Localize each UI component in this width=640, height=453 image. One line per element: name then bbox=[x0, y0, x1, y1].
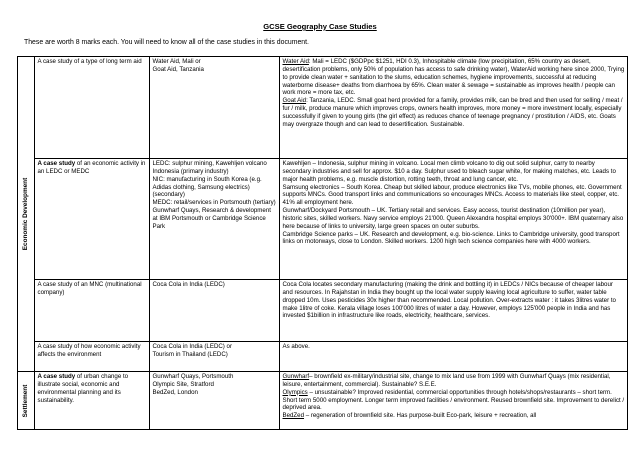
topic-text: A case study of an MNC (multinational company) bbox=[37, 281, 142, 296]
topic-text: of an economic activity in an LEDC or MEDC bbox=[37, 160, 146, 175]
note-text: Samsung electronics – South Korea. Cheap but skilled labour, produce electronics like TVs, mobile phones, etc. Government supports MNCs. Good transport links and communications so encourages MNCs. Access to materials like steel, copper, etc. 41% all employment here. bbox=[282, 183, 622, 207]
notes-cell bbox=[280, 280, 628, 342]
note-paragraph bbox=[283, 412, 625, 420]
note-text: – regeneration of brownfield site. Has purpose-built Eco-park, leisure + recreation, all bbox=[304, 412, 537, 420]
example-line: Tourism in Thailand (LEDC) bbox=[152, 350, 228, 358]
section-cell-settlement bbox=[18, 372, 35, 430]
table-row bbox=[18, 372, 628, 430]
note-text: Cambridge Science parks – UK. Research and development, e.g. bio-science. Links to Cambridge university, good transport links on motorways, close to London. Skilled workers. 1200 high tech science companies here with 4000 workers. bbox=[282, 230, 620, 246]
section-cell-economic bbox=[18, 57, 35, 372]
example-line: Water Aid, Mali or bbox=[152, 58, 201, 65]
document-title: GCSE Geography Case Studies bbox=[263, 22, 377, 31]
topic-text: A case study of a type of long term aid bbox=[37, 58, 142, 65]
topic-bold: A case study bbox=[37, 373, 76, 380]
note-text: Kawehljen – Indonesia, sulphur mining in volcano. Local men climb volcano to dig out solid sulphur, carry to nearby secondary industries and sell for approx. $10 a day. Sulphur used to bleach sugar white, for making matches, etc. Leads to major health problems, e.g. muscle distortion, rotting teeth, throat and lung cancer, etc. bbox=[282, 160, 616, 183]
topic-cell bbox=[35, 342, 150, 372]
note-paragraph bbox=[283, 373, 625, 389]
examples-cell bbox=[150, 372, 280, 430]
notes-cell bbox=[280, 372, 628, 430]
note-text: As above. bbox=[282, 343, 310, 350]
note-text: Coca Cola locates secondary manufacturing (making the drink and bottling it) in LEDCs / NICs because of cheaper labour and resources. In Rajahstan in India they bought up the local water supply leaving local agriculture to suffer, water table dropped 10m. Uses pesticides 30x higher than recommended. Local pollution. Over-extracts water : it takes 3litres water to make 1litre of coke. Kerala village loses 100'000 litres of water a day. However, employs 125'000 people in India and has invested $1billion in infrastructure like roads, electricity, healthcare, services. bbox=[282, 281, 616, 320]
examples-cell bbox=[150, 159, 280, 280]
note-heading: BedZed bbox=[282, 412, 305, 420]
example-line: LEDC: sulphur mining, Kawehljen volcano Indonesia (primary industry) bbox=[152, 160, 267, 175]
note-text: : Tanzania, LEDC. Small goat herd provided for a family, provides milk, can be bred and then used for selling / meat / fur / milk, produce manure which improves crops, owners health improves, more money = more investment locally, especially successfully if given to young girls (the girl effect) as reduces chance of teenage pregnancy / prostitution / AIDS, etc. Goats may overgraze though and can lead to desertification. Sustainable. bbox=[282, 97, 623, 128]
note-paragraph bbox=[283, 160, 625, 184]
section-label-settlement: Settlement bbox=[22, 384, 30, 417]
note-paragraph bbox=[283, 184, 625, 208]
note-heading: Gunwharf bbox=[282, 373, 310, 380]
topic-text: A case study of how economic activity affects the environment bbox=[37, 343, 141, 358]
examples-cell bbox=[150, 342, 280, 372]
example-line: Coca Cola in India (LEDC) or bbox=[152, 343, 233, 350]
section-label-economic: Economic Development bbox=[22, 177, 30, 251]
note-heading: Olympics bbox=[282, 388, 308, 396]
note-text: – brownfield ex-military/industrial site, change to mix land use from 1999 with Gunwharf Quays (mix residential, leisure, entertainment, commercial). Sustainable? S.E.E. bbox=[282, 373, 611, 388]
topic-cell bbox=[35, 159, 150, 280]
note-paragraph bbox=[283, 97, 625, 128]
note-paragraph bbox=[283, 231, 625, 247]
note-text: : Mali = LEDC ($GDPpc $1251, HDI 0.3), Inhospitable climate (low precipitation, 65% country as desert, desertification problems, only 50% of population has access to safe drinking water), WaterAid working here since 2000, Trying to provide clean water + sanitation to the slums, education schemes, hygiene improvements, successful at reducing waterborne disease+ deaths from diarrhoea by 65%. Clean water & sewage = sustainable as improves health / people can work more = more tax, etc. bbox=[282, 58, 625, 97]
note-paragraph bbox=[283, 389, 625, 413]
topic-cell bbox=[35, 372, 150, 430]
example-line: Olympic Site, Stratford bbox=[152, 380, 214, 388]
topic-bold: A case study bbox=[37, 160, 76, 167]
example-line: Coca Cola in India (LEDC) bbox=[152, 281, 225, 288]
table-row bbox=[18, 57, 628, 159]
table-row bbox=[18, 280, 628, 342]
table-row bbox=[18, 342, 628, 372]
note-heading: Water Aid bbox=[282, 58, 309, 65]
table-row bbox=[18, 159, 628, 280]
intro-text: These are worth 8 marks each. You will need to know all of the case studies in this document. bbox=[24, 39, 309, 46]
topic-cell bbox=[35, 280, 150, 342]
examples-cell bbox=[150, 280, 280, 342]
topic-text: of urban change to illustrate social, economic and environmental planning and its sustainability. bbox=[37, 373, 129, 404]
example-line: BedZed, London bbox=[152, 388, 198, 396]
note-text: – unsustainable? Improved residential, commercial opportunities through hotels/shops/restaurants – short term. Short term 5000 employment. Longer term improved facilities / environment. Reused brownfield site. Improvement to derelict / deprived area. bbox=[282, 388, 625, 412]
case-study-table bbox=[17, 56, 628, 430]
example-line: MEDC: retail/services in Portsmouth (tertiary) Gunwharf Quays, Research & development at IBM Portsmouth or Cambridge Science Park bbox=[152, 199, 276, 230]
note-paragraph bbox=[283, 207, 625, 231]
note-paragraph bbox=[283, 281, 625, 320]
note-paragraph bbox=[283, 58, 625, 97]
example-line: NIC: manufacturing in South Korea (e.g. Adidas clothing, Samsung electrics) (secondary) bbox=[152, 175, 262, 199]
example-line: Gunwharf Quays, Portsmouth bbox=[152, 373, 234, 380]
topic-cell bbox=[35, 57, 150, 159]
notes-cell bbox=[280, 159, 628, 280]
examples-cell bbox=[150, 57, 280, 159]
example-line: Goat Aid, Tanzania bbox=[152, 65, 204, 73]
note-text: Gunwharf/Dockyard Portsmouth – UK. Tertiary retail and services. Easy access, tourist destination (10million per year), historic sites, skilled workers. Navy service employs 21'000. Queen Alexandra hospital employs 30'000+. IBM quaternary also here because of links to university, large green spaces on outer suburbs. bbox=[282, 207, 624, 230]
notes-cell bbox=[280, 57, 628, 159]
note-heading: Goat Aid bbox=[282, 97, 307, 105]
notes-cell bbox=[280, 342, 628, 372]
note-paragraph bbox=[283, 343, 625, 351]
